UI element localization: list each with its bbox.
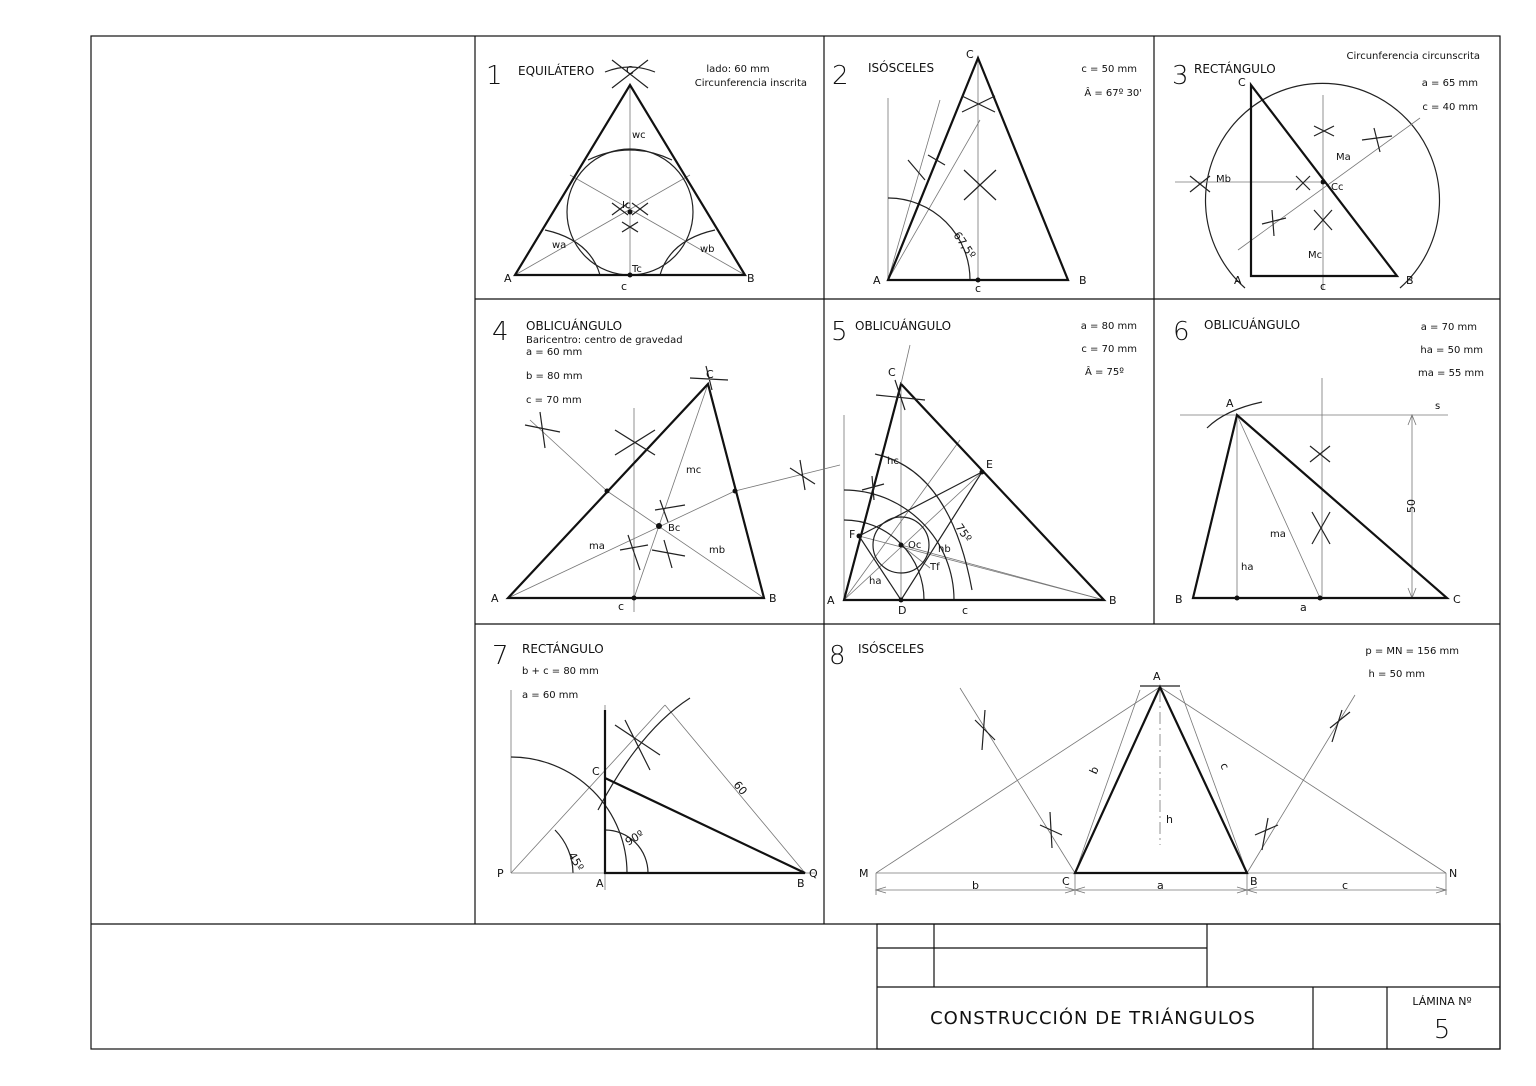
panel-1-label-wc: wc (632, 130, 646, 141)
panel-2-point-B: B (1079, 274, 1087, 287)
panel-1-label-wa: wa (552, 240, 567, 251)
panel-8-figure (876, 686, 1446, 895)
panel-8-title: ISÓSCELES (858, 642, 925, 656)
panel-6-number: 6 (1173, 317, 1190, 347)
panel-4-label-mb: mb (709, 545, 726, 556)
panel-1-point-c: c (621, 280, 628, 293)
panel-8-label-h: h (1166, 813, 1173, 826)
panel-5-label-Oc: Oc (908, 540, 922, 551)
panel-3-rectangulo (1172, 51, 1480, 293)
panel-7-point-B: B (797, 877, 805, 890)
panel-7-note-2: a = 60 mm (522, 690, 579, 701)
panel-4-label-mc: mc (686, 465, 702, 476)
panel-4-label-ma: ma (589, 541, 605, 552)
panel-3-label-Ma: Ma (1336, 152, 1351, 163)
panel-4-note-1: a = 60 mm (526, 347, 583, 358)
panel-5-point-F: F (849, 528, 856, 541)
panel-8-point-M: M (859, 867, 869, 880)
panel-8-side-b: b (1086, 764, 1102, 777)
panel-4-note-2: b = 80 mm (526, 371, 583, 382)
panel-2-angle-label: 67,5º (950, 229, 979, 262)
panel-7-point-C: C (592, 765, 600, 778)
panel-2-number: 2 (832, 61, 849, 91)
panel-3-note-2: a = 65 mm (1421, 78, 1478, 89)
panel-4-number: 4 (492, 317, 509, 347)
panel-5-point-B: B (1109, 594, 1117, 607)
panel-1-point-C: C (626, 64, 634, 77)
panel-4-point-C: C (706, 368, 714, 381)
panel-5-angle-label: 75º (952, 521, 975, 545)
panel-6-note-3: ma = 55 mm (1418, 368, 1484, 379)
panel-5-label-c: c (962, 604, 969, 617)
panel-6-label-ha: ha (1241, 562, 1254, 573)
panel-8-point-A: A (1153, 670, 1161, 683)
panel-1-title: EQUILÁTERO (518, 64, 595, 78)
panel-5-note-2: c = 70 mm (1081, 344, 1137, 355)
panel-4-title: OBLICUÁNGULO (526, 319, 623, 333)
panel-1-note-1: lado: 60 mm (706, 64, 770, 75)
panel-7-rectangulo (492, 641, 818, 890)
panel-7-angle-90: 90º (623, 827, 647, 849)
panel-4-note-3: c = 70 mm (526, 395, 582, 406)
panel-6-label-s: s (1435, 401, 1441, 412)
panel-6-title: OBLICUÁNGULO (1204, 318, 1301, 332)
sheet-number: 5 (1433, 1015, 1451, 1045)
panel-3-label-Mc: Mc (1308, 250, 1323, 261)
panel-6-figure (1180, 378, 1448, 601)
panel-1-number: 1 (486, 61, 503, 91)
panel-8-point-B: B (1250, 875, 1258, 888)
panel-2-point-c: c (975, 282, 982, 295)
panel-7-point-A: A (596, 877, 604, 890)
panel-5-label-hb: hb (938, 544, 951, 555)
panel-4-label-Bc: Bc (668, 523, 681, 534)
panel-2-figure (888, 58, 1068, 283)
panel-5-label-Tf: Tf (930, 562, 940, 573)
panel-6-label-a: a (1300, 601, 1307, 614)
panel-5-label-hc: hc (887, 456, 899, 467)
panel-3-number: 3 (1172, 61, 1189, 91)
panel-3-note-3: c = 40 mm (1422, 102, 1478, 113)
panel-3-point-C: C (1238, 76, 1246, 89)
sheet-frame (91, 36, 1500, 1049)
panel-7-angle-45: 45º (565, 850, 587, 874)
panel-8-note-1: p = MN = 156 mm (1365, 646, 1459, 657)
sheet-number-label: LÁMINA Nº (1412, 995, 1472, 1008)
panel-5-figure (844, 345, 1104, 603)
panel-6-label-ma: ma (1270, 529, 1286, 540)
panel-5-title: OBLICUÁNGULO (855, 319, 952, 333)
title-block (877, 924, 1500, 1049)
panel-8-label-c: c (1342, 879, 1349, 892)
panel-6-point-B: B (1175, 593, 1183, 606)
panel-7-point-P: P (497, 867, 504, 880)
panel-8-note-2: h = 50 mm (1368, 669, 1425, 680)
panel-2-note-1: c = 50 mm (1081, 64, 1137, 75)
panel-8-label-a: a (1157, 879, 1164, 892)
panel-1-note-2: Circunferencia inscrita (694, 78, 807, 89)
panel-5-point-D: D (898, 604, 907, 617)
panel-1-point-B: B (747, 272, 755, 285)
panel-7-point-Q: Q (809, 867, 818, 880)
panel-3-title: RECTÁNGULO (1194, 62, 1276, 76)
panel-6-point-A: A (1226, 397, 1234, 410)
panel-8-label-b: b (972, 879, 979, 892)
panel-2-point-A: A (873, 274, 881, 287)
panel-7-dim-60: 60 (730, 778, 750, 798)
panel-4-point-B: B (769, 592, 777, 605)
panel-1-point-Tc: Tc (632, 264, 642, 275)
panel-6-oblicuangulo (1173, 317, 1484, 614)
panel-3-point-c: c (1320, 280, 1327, 293)
panel-5-note-1: a = 80 mm (1080, 321, 1137, 332)
panel-1-point-A: A (504, 272, 512, 285)
panel-3-point-A: A (1234, 274, 1242, 287)
panel-7-title: RECTÁNGULO (522, 642, 604, 656)
panel-6-point-C: C (1453, 593, 1461, 606)
panel-2-point-C: C (966, 48, 974, 61)
panel-8-point-N: N (1449, 867, 1458, 880)
panel-2-note-2: Â = 67º 30' (1084, 88, 1142, 99)
panel-3-note-1: Circunferencia circunscrita (1346, 51, 1480, 62)
panel-7-note-1: b + c = 80 mm (522, 666, 599, 677)
panel-5-point-C: C (888, 366, 896, 379)
panel-3-label-Cc: Cc (1331, 182, 1344, 193)
panel-1-label-wb: wb (700, 244, 715, 255)
panel-8-side-c: c (1217, 760, 1232, 772)
panel-6-note-2: ha = 50 mm (1420, 345, 1483, 356)
panel-4-subtitle: Baricentro: centro de gravedad (526, 335, 683, 346)
panel-3-point-B: B (1406, 274, 1414, 287)
panel-5-point-E: E (986, 458, 993, 471)
panel-8-number: 8 (829, 641, 846, 671)
panel-4-point-c: c (618, 600, 625, 613)
panel-7-number: 7 (492, 641, 509, 671)
panel-7-figure (511, 690, 815, 890)
panel-3-label-Mb: Mb (1216, 174, 1231, 185)
panel-4-oblicuangulo-baricentro (491, 317, 840, 613)
panel-1-point-Ic: Ic (622, 200, 631, 211)
panel-6-note-1: a = 70 mm (1420, 322, 1477, 333)
panel-4-point-A: A (491, 592, 499, 605)
panel-5-oblicuangulo (827, 317, 1137, 617)
panel-1-equilatero (486, 60, 807, 293)
sheet-title: CONSTRUCCIÓN DE TRIÁNGULOS (930, 1008, 1256, 1029)
panel-2-isosceles (832, 48, 1142, 295)
panel-5-number: 5 (831, 317, 848, 347)
panel-8-isosceles (829, 641, 1459, 895)
panel-5-point-A: A (827, 594, 835, 607)
panel-6-dim-50: 50 (1405, 499, 1418, 513)
panel-5-note-3: Â = 75º (1084, 367, 1124, 378)
panel-8-point-C: C (1062, 875, 1070, 888)
panel-2-title: ISÓSCELES (868, 61, 935, 75)
panel-5-label-ha: ha (869, 576, 882, 587)
